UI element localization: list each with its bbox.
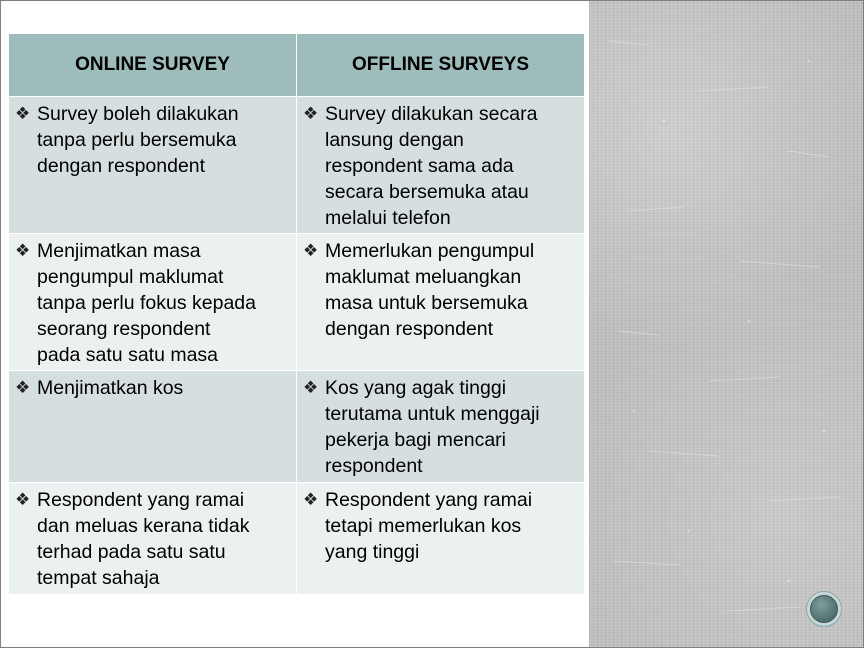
online-cell [9, 234, 297, 371]
cell-text: Respondent yang ramai tetapi memerlukan kos yang tinggi [325, 489, 533, 563]
slide-nav-button[interactable] [806, 591, 842, 627]
header-online-survey: ONLINE SURVEY [9, 34, 297, 97]
cell-text: Survey dilakukan secara lansung dengan respondent sama ada secara bersemuka atau melalui telefon [325, 103, 538, 229]
diamond-bullet-icon: ❖ [303, 378, 319, 397]
diamond-bullet-icon: ❖ [303, 490, 319, 509]
cell-text: Memerlukan pengumpul maklumat meluangkan masa untuk bersemuka dengan respondent [325, 240, 535, 340]
cell-text: Respondent yang ramai dan meluas kerana tidak terhad pada satu satu tempat sahaja [37, 489, 250, 589]
table-row [9, 483, 585, 595]
diamond-bullet-icon: ❖ [15, 490, 31, 509]
texture-scratches [589, 1, 863, 647]
offline-cell [297, 483, 585, 595]
diamond-bullet-icon: ❖ [303, 104, 319, 123]
offline-cell [297, 97, 585, 234]
online-cell [9, 371, 297, 483]
header-offline-surveys: OFFLINE SURVEYS [297, 34, 585, 97]
cell-text: Menjimatkan masa pengumpul maklumat tanpa perlu fokus kepada seorang respondent pada satu satu masa [37, 240, 256, 366]
diamond-bullet-icon: ❖ [15, 104, 31, 123]
table-row [9, 97, 585, 234]
cell-text: Kos yang agak tinggi terutama untuk menggaji pekerja bagi mencari respondent [325, 377, 540, 477]
circle-nav-icon [810, 595, 838, 623]
table-row [9, 234, 585, 371]
cell-text: Menjimatkan kos [37, 377, 184, 399]
offline-cell [297, 371, 585, 483]
diamond-bullet-icon: ❖ [15, 378, 31, 397]
cell-text: Survey boleh dilakukan tanpa perlu bersemuka dengan respondent [37, 103, 239, 177]
online-cell [9, 483, 297, 595]
diamond-bullet-icon: ❖ [303, 241, 319, 260]
decorative-texture-panel [589, 1, 863, 647]
comparison-table [8, 33, 585, 595]
table-header-row [9, 34, 585, 97]
offline-cell [297, 234, 585, 371]
table-row [9, 371, 585, 483]
online-cell [9, 97, 297, 234]
diamond-bullet-icon: ❖ [15, 241, 31, 260]
